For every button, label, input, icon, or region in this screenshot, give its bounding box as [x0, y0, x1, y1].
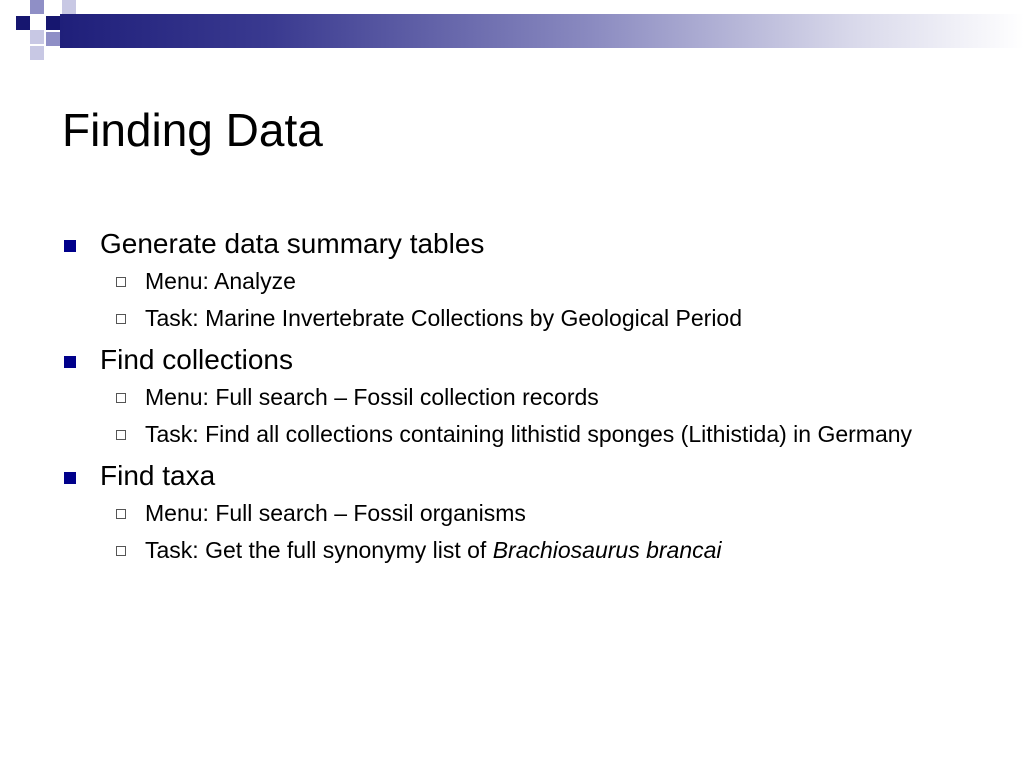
sub-bullet-item — [62, 303, 925, 334]
hollow-square-bullet-icon — [116, 509, 126, 519]
hollow-square-bullet-icon — [116, 430, 126, 440]
sub-bullet-item — [62, 535, 925, 566]
species-name: Brachiosaurus brancai — [492, 537, 722, 563]
slide-body — [62, 226, 962, 574]
bullet-item — [62, 342, 962, 378]
header-gradient-bar — [60, 14, 1024, 48]
sub-bullet-text: Menu: Analyze — [145, 268, 296, 294]
square-bullet-icon — [64, 240, 76, 252]
corner-square-mid-2 — [46, 32, 60, 46]
bullet-item — [62, 458, 962, 494]
hollow-square-bullet-icon — [116, 546, 126, 556]
hollow-square-bullet-icon — [116, 277, 126, 287]
sub-bullet-text: Task: Find all collections containing lithistid sponges (Lithistida) in Germany — [145, 421, 913, 447]
square-bullet-icon — [64, 472, 76, 484]
section-summary-tables — [62, 226, 962, 334]
slide-title: Finding Data — [62, 104, 323, 156]
corner-square-light-2 — [30, 46, 44, 60]
sub-bullet-item — [62, 382, 925, 413]
hollow-square-bullet-icon — [116, 314, 126, 324]
bullet-heading: Find collections — [100, 344, 293, 375]
corner-square-dark-2 — [46, 16, 60, 30]
square-bullet-icon — [64, 356, 76, 368]
sub-bullet-text: Menu: Full search – Fossil collection records — [145, 384, 599, 410]
sub-bullet-text: Task: Marine Invertebrate Collections by Geological Period — [145, 305, 743, 331]
corner-square-mid — [30, 0, 44, 14]
section-find-taxa — [62, 458, 962, 566]
bullet-heading: Generate data summary tables — [100, 228, 485, 259]
bullet-heading: Find taxa — [100, 460, 216, 491]
corner-square-light — [30, 30, 44, 44]
corner-square-light-3 — [62, 0, 76, 14]
sub-bullet-text: Task: Get the full synonymy list of — [145, 537, 493, 563]
sub-bullet-item — [62, 498, 925, 529]
bullet-item — [62, 226, 962, 262]
corner-square-dark — [16, 16, 30, 30]
section-find-collections — [62, 342, 962, 450]
sub-bullet-text: Menu: Full search – Fossil organisms — [145, 500, 526, 526]
sub-bullet-item — [62, 266, 925, 297]
hollow-square-bullet-icon — [116, 393, 126, 403]
sub-bullet-item — [62, 419, 925, 450]
